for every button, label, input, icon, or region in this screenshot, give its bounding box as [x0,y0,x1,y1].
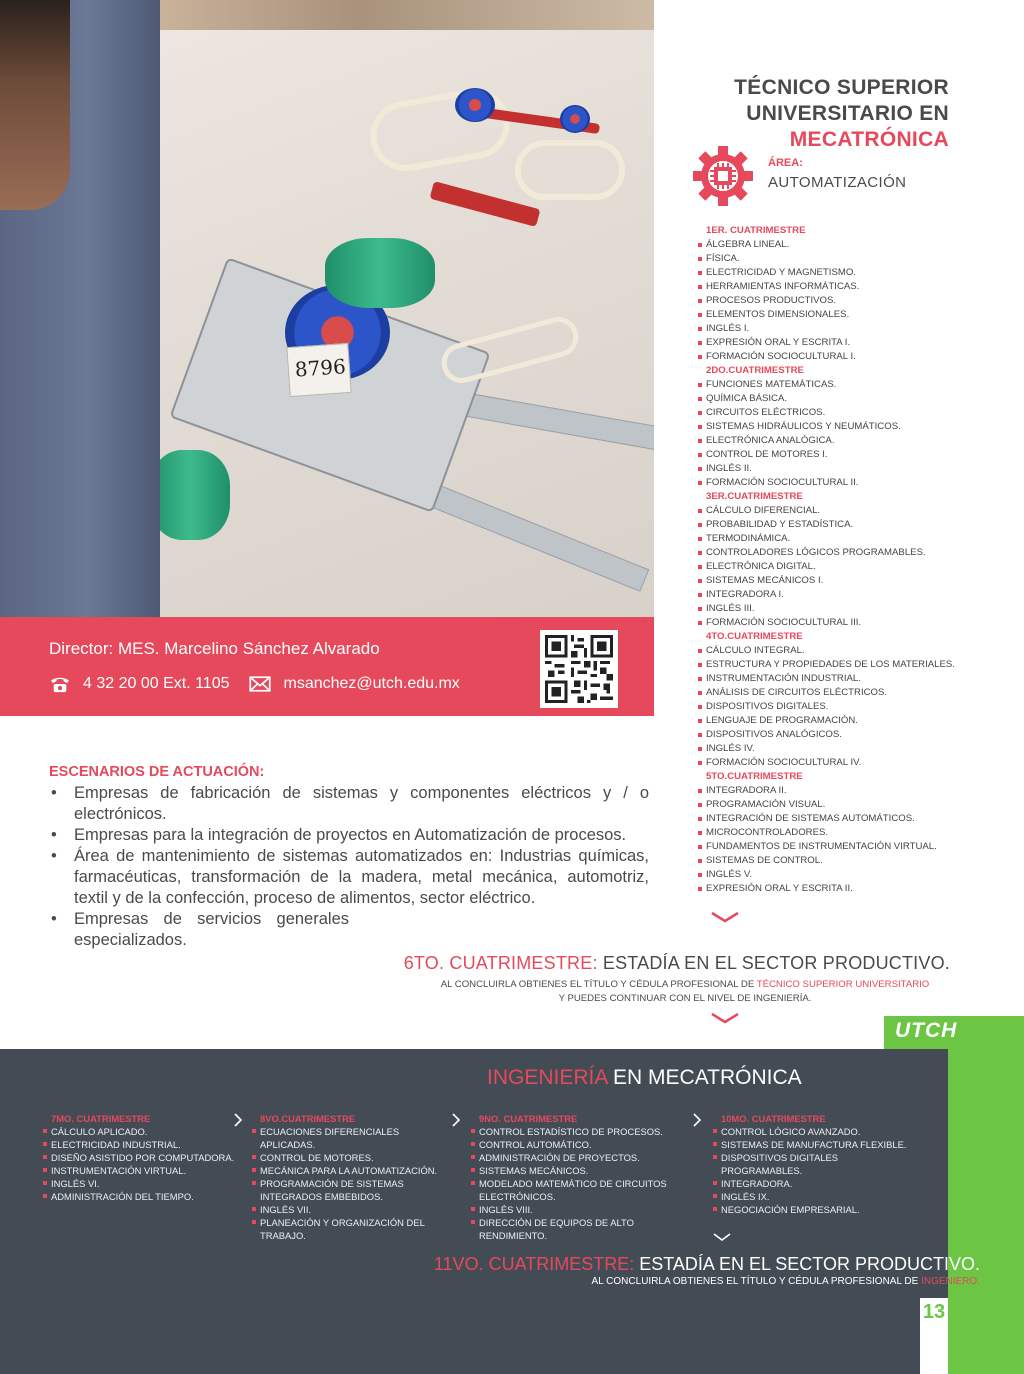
subject-item: ELECTRICIDAD Y MAGNETISMO. [698,266,998,280]
subject-item: PROCESOS PRODUCTIVOS. [698,294,998,308]
director-band [0,617,654,716]
escenario-item: • Área de mantenimiento de sistemas automatizados en: Industrias químicas, farmacéuticas, transformación de la madera, metal mecánica, automotriz, textil y de la confección, proceso de alimentos, sector eléctrico. [49,846,649,909]
utch-logo: UTCH [895,1019,958,1042]
term-title: 7MO. CUATRIMESTRE [51,1113,151,1124]
subject-item: INGLÉS IX. [713,1190,918,1203]
chevron-down-icon [712,1232,732,1242]
term-title: 5TO.CUATRIMESTRE [706,771,803,782]
subject-item: CÁLCULO APLICADO. [43,1125,243,1138]
subject-item: CIRCUITOS ELÉCTRICOS. [698,406,998,420]
subject-item: ANÁLISIS DE CIRCUITOS ELÉCTRICOS. [698,686,998,700]
subject-item: PROBABILIDAD Y ESTADÍSTICA. [698,518,998,532]
contact-row [49,675,460,693]
subject-item: ADMINISTRACIÓN DEL TIEMPO. [43,1190,243,1203]
subject-item: DISPOSITIVOS DIGITALES. [698,700,998,714]
subject-item: INGLÉS I. [698,322,998,336]
subject-item: PROGRAMACIÓN DE SISTEMAS INTEGRADOS EMBEBIDOS. [252,1177,452,1203]
term-title: 9NO. CUATRIMESTRE [479,1113,578,1124]
subject-item: FUNCIONES MATEMÁTICAS. [698,378,998,392]
ingenieria-title [487,1066,802,1090]
subject-item: FÍSICA. [698,252,998,266]
ing-term-column [252,1112,452,1242]
subject-item: ÁLGEBRA LINEAL. [698,238,998,252]
term-title: 1ER. CUATRIMESTRE [706,225,806,236]
title-line-1: TÉCNICO SUPERIOR [734,76,949,99]
title-line-3: MECATRÓNICA [789,128,949,151]
subject-item: INGLÉS II. [698,462,998,476]
subject-item: DISEÑO ASISTIDO POR COMPUTADORA. [43,1151,243,1164]
subject-item: SISTEMAS MECÁNICOS. [471,1164,686,1177]
term-title: 2DO.CUATRIMESTRE [706,365,804,376]
estadia-6-note-b: Y PUEDES CONTINUAR CON EL NIVEL DE INGENIERÍA. [558,993,812,1004]
subject-item: CONTROL DE MOTORES I. [698,448,998,462]
tsu-course-list [698,224,998,896]
estadia-6-heading [404,953,950,974]
subject-item: ADMINISTRACIÓN DE PROYECTOS. [471,1151,686,1164]
subject-item: ELECTRICIDAD INDUSTRIAL. [43,1138,243,1151]
estadia-11-note-accent: INGENIERO. [921,1276,980,1287]
ing-term-column [713,1112,918,1216]
subject-item: ESTRUCTURA Y PROPIEDADES DE LOS MATERIALES. [698,658,998,672]
term-title: 4TO.CUATRIMESTRE [706,631,803,642]
subject-item: CONTROL ESTADÍSTICO DE PROCESOS. [471,1125,686,1138]
subject-item: INTEGRACIÓN DE SISTEMAS AUTOMÁTICOS. [698,812,998,826]
estadia-11-text: ESTADÍA EN EL SECTOR PRODUCTIVO. [634,1254,980,1274]
escenario-item: • Empresas de servicios generales especializados. [49,909,349,951]
subject-item: MICROCONTROLADORES. [698,826,998,840]
robot-number-tag: 8796 [286,343,351,397]
subject-item: CONTROL AUTOMÁTICO. [471,1138,686,1151]
estadia-6-term: 6TO. CUATRIMESTRE: [403,953,598,973]
subject-item: FUNDAMENTOS DE INSTRUMENTACIÓN VIRTUAL. [698,840,998,854]
subject-item: FORMACIÓN SOCIOCULTURAL IV. [698,756,998,770]
subject-item: ECUACIONES DIFERENCIALES APLICADAS. [252,1125,452,1151]
subject-item: INTEGRADORA II. [698,784,998,798]
subject-item: NEGOCIACIÓN EMPRESARIAL. [713,1203,918,1216]
escenarios-list [49,783,649,951]
subject-item: ELEMENTOS DIMENSIONALES. [698,308,998,322]
phone-number: 4 32 20 00 Ext. 1105 [83,675,230,692]
email-icon [249,675,271,693]
estadia-11-note [592,1276,980,1287]
qr-code[interactable] [540,630,618,708]
subject-item: CONTROL DE MOTORES. [252,1151,452,1164]
subject-item: PROGRAMACIÓN VISUAL. [698,798,998,812]
gear-chip-icon [692,145,754,207]
chevron-down-icon [710,1012,740,1024]
chevron-right-icon [233,1112,243,1128]
subject-item: INTEGRADORA I. [698,588,998,602]
email-address[interactable]: msanchez@utch.edu.mx [283,675,460,692]
estadia-11-term: 11VO. CUATRIMESTRE: [433,1254,635,1274]
subject-item: EXPRESIÓN ORAL Y ESCRITA II. [698,882,998,896]
ing-term-column [471,1112,686,1242]
subject-item: MODELADO MATEMÁTICO DE CIRCUITOS ELECTRÓNICOS. [471,1177,686,1203]
ing-term-column [43,1112,243,1203]
program-title [734,75,949,153]
subject-item: INSTRUMENTACIÓN VIRTUAL. [43,1164,243,1177]
subject-item: SISTEMAS MECÁNICOS I. [698,574,998,588]
subject-item: MECÁNICA PARA LA AUTOMATIZACIÓN. [252,1164,452,1177]
estadia-6-text: ESTADÍA EN EL SECTOR PRODUCTIVO. [597,953,950,973]
estadia-6-note-a: AL CONCLUIRLA OBTIENES EL TÍTULO Y CÉDULA PROFESIONAL DE [440,979,757,990]
subject-item: INGLÉS V. [698,868,998,882]
subject-item: INGLÉS IV. [698,742,998,756]
chevron-right-icon [451,1112,461,1128]
subject-item: FORMACIÓN SOCIOCULTURAL I. [698,350,998,364]
subject-item: CONTROL LÓGICO AVANZADO. [713,1125,918,1138]
area-block [692,145,972,205]
escenarios-title: ESCENARIOS DE ACTUACIÓN: [49,764,265,780]
term-title: 3ER.CUATRIMESTRE [706,491,803,502]
term-title: 8VO.CUATRIMESTRE [260,1113,356,1124]
director-name: Director: MES. Marcelino Sánchez Alvarado [49,639,380,658]
subject-item: HERRAMIENTAS INFORMÁTICAS. [698,280,998,294]
subject-item: EXPRESIÓN ORAL Y ESCRITA I. [698,336,998,350]
subject-item: SISTEMAS DE MANUFACTURA FLEXIBLE. [713,1138,918,1151]
subject-item: DIRECCIÓN DE EQUIPOS DE ALTO RENDIMIENTO. [471,1216,686,1242]
subject-item: DISPOSITIVOS ANALÓGICOS. [698,728,998,742]
subject-item: INTEGRADORA. [713,1177,918,1190]
subject-item: DISPOSITIVOS DIGITALES PROGRAMABLES. [713,1151,918,1177]
area-label: ÁREA: [768,157,803,169]
subject-item: CONTROLADORES LÓGICOS PROGRAMABLES. [698,546,998,560]
subject-item: SISTEMAS HIDRÁULICOS Y NEUMÁTICOS. [698,420,998,434]
term-title: 10MO. CUATRIMESTRE [721,1113,826,1124]
subject-item: SISTEMAS DE CONTROL. [698,854,998,868]
subject-item: FORMACIÓN SOCIOCULTURAL III. [698,616,998,630]
subject-item: CÁLCULO DIFERENCIAL. [698,504,998,518]
robot-photo [0,0,654,617]
title-line-2: UNIVERSITARIO EN [746,102,949,125]
subject-item: INGLÉS III. [698,602,998,616]
subject-item: TERMODINÁMICA. [698,532,998,546]
estadia-6-note-accent: TÉCNICO SUPERIOR UNIVERSITARIO [756,979,930,990]
subject-item: LENGUAJE DE PROGRAMACIÓN. [698,714,998,728]
area-value: AUTOMATIZACIÓN [768,174,907,191]
chevron-down-icon [710,911,740,923]
subject-item: ELECTRÓNICA ANALÓGICA. [698,434,998,448]
subject-item: INGLÉS VII. [252,1203,452,1216]
subject-item: CÁLCULO INTEGRAL. [698,644,998,658]
subject-item: PLANEACIÓN Y ORGANIZACIÓN DEL TRABAJO. [252,1216,452,1242]
escenario-item: • Empresas de fabricación de sistemas y componentes eléctricos y / o electrónicos. [49,783,649,825]
ingenieria-title-text: EN MECATRÓNICA [607,1066,802,1089]
phone-icon [49,675,71,693]
estadia-11-heading [434,1254,980,1275]
subject-item: QUÍMICA BÁSICA. [698,392,998,406]
subject-item: INGLÉS VIII. [471,1203,686,1216]
subject-item: INGLÉS VI. [43,1177,243,1190]
ingenieria-title-accent: INGENIERÍA [487,1066,608,1089]
subject-item: FORMACIÓN SOCIOCULTURAL II. [698,476,998,490]
page-number: 13 [920,1298,948,1374]
estadia-11-note-a: AL CONCLUIRLA OBTIENES EL TÍTULO Y CÉDULA PROFESIONAL DE [591,1276,922,1287]
escenario-item: • Empresas para la integración de proyectos en Automatización de procesos. [49,825,649,846]
estadia-6-note [420,978,950,1006]
subject-item: ELECTRÓNICA DIGITAL. [698,560,998,574]
subject-item: INSTRUMENTACIÓN INDUSTRIAL. [698,672,998,686]
brand-green-strip [948,1049,1024,1374]
chevron-right-icon [692,1112,702,1128]
